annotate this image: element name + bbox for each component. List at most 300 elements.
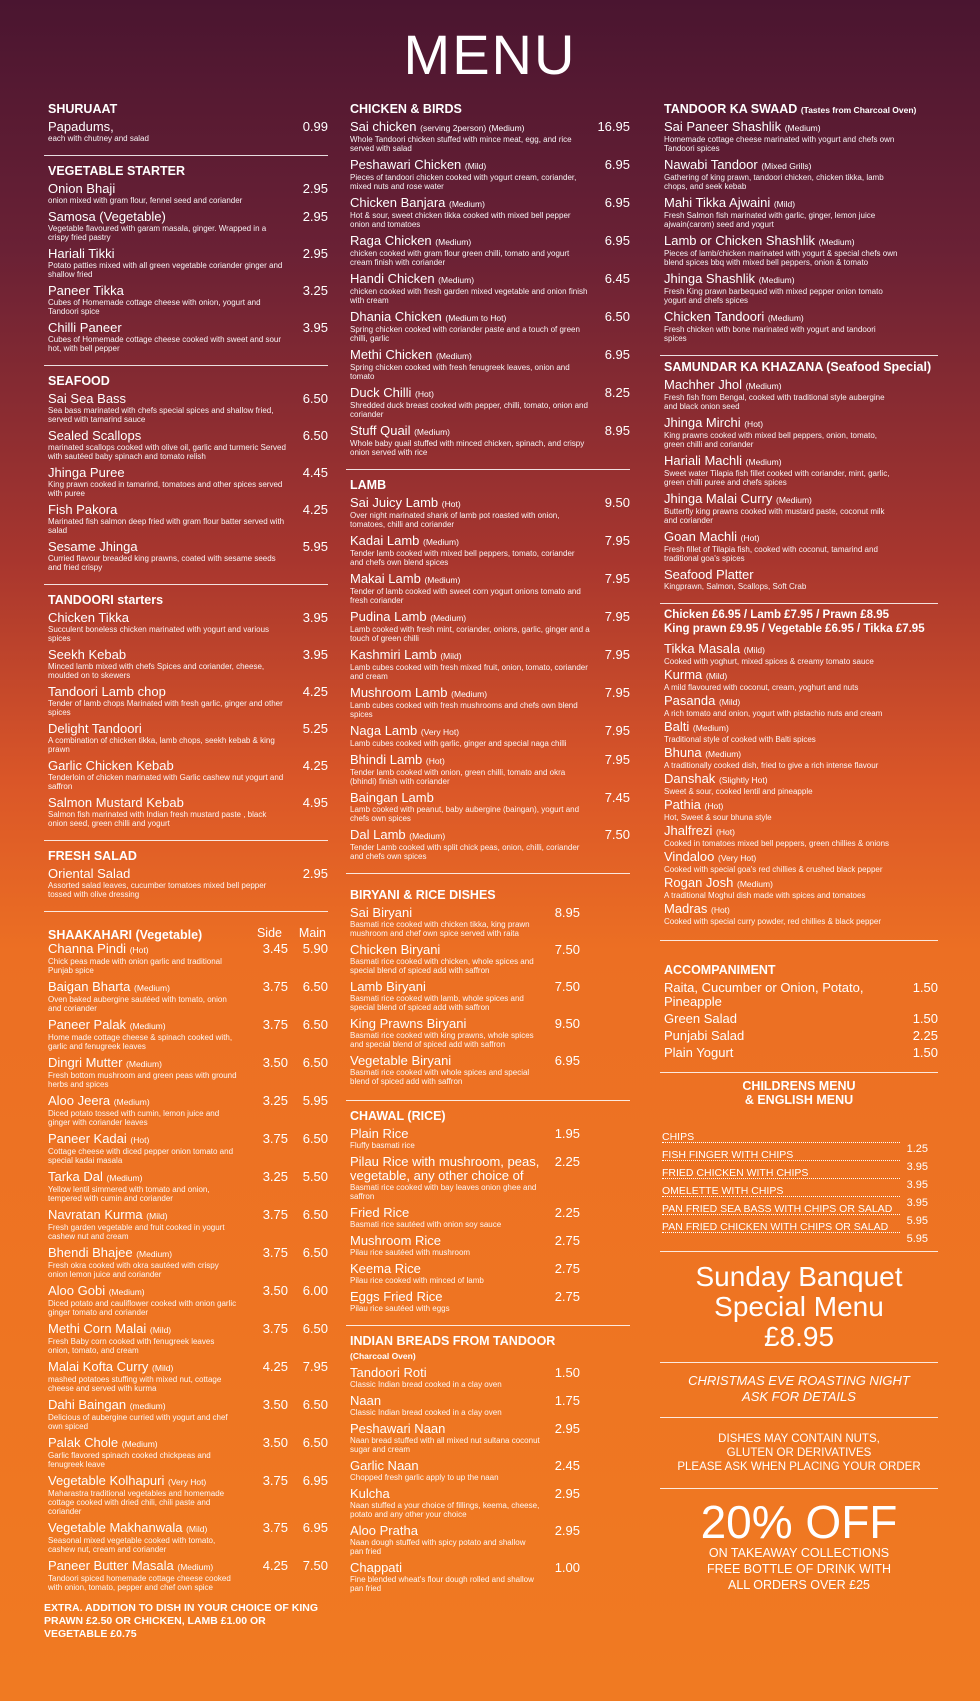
curry-item (660, 668, 938, 692)
page-title: MENU (403, 23, 577, 86)
item-name: Punjabi Salad (664, 1028, 745, 1043)
item-price: 6.45 (604, 271, 630, 286)
item-desc: Home made cottage cheese & spinach cooked with, garlic and fenugreek leaves (48, 1033, 233, 1051)
item-desc: Diced potato and cauliflower cooked with onion garlic ginger tomato and coriander (48, 1299, 237, 1317)
curry-prices (664, 608, 938, 636)
item-name (48, 1398, 238, 1413)
item-price: 4.25 (302, 758, 328, 773)
item-desc: Tender of lamb chops Marinated with fresh garlic, ginger and other spices (48, 699, 283, 717)
column-left (44, 100, 328, 1653)
spice-tag: (Mild) (146, 1211, 168, 1221)
item-name-text: Sai Sea Bass (48, 391, 127, 406)
xmas-line1: CHRISTMAS EVE ROASTING NIGHT (688, 1373, 910, 1388)
section-breads (346, 1334, 630, 1593)
item-price: 3.95 (906, 1161, 928, 1173)
spice-tag: (Mild) (440, 651, 462, 661)
spice-tag: (Mild) (743, 645, 765, 655)
item-desc: Pilau rice sautéed with mushroom (350, 1248, 471, 1257)
curry-prices-line2: King prawn £9.95 / Vegetable £6.95 / Tikka £7.95 (664, 623, 925, 635)
item-name-text: Chilli Paneer (48, 320, 122, 335)
menu-item (44, 1521, 328, 1554)
menu-item (44, 182, 328, 205)
main-price: 6.50 (302, 1321, 328, 1336)
side-price: 3.75 (262, 1245, 288, 1260)
item-name-text: Mushroom Rice (350, 1233, 442, 1248)
item-price: 6.50 (302, 391, 328, 406)
item-name: CHIPS (662, 1131, 900, 1143)
item-desc: Traditional style of cooked with Balti spices (664, 735, 816, 744)
item-name-text: Tarka Dal (48, 1169, 103, 1184)
menu-item (44, 1436, 328, 1469)
offer-line1: ON TAKEAWAY COLLECTIONS (708, 1546, 890, 1560)
item-price: 16.95 (597, 119, 630, 134)
item-desc: Hot, Sweet & sour bhuna style (664, 813, 772, 822)
item-desc: King prawns cooked with mixed bell peppers, onion, tomato, green chilli and coriander (664, 431, 878, 449)
spice-tag: (Medium) (129, 1021, 166, 1031)
menu-item (346, 1054, 580, 1086)
menu-item (346, 1366, 580, 1389)
item-name-text: Samosa (Vegetable) (48, 209, 166, 224)
item-desc: Lamb cooked with fresh mint, coriander, onions, garlic, ginger and a touch of green chilli (350, 625, 590, 643)
item-name-text: Duck Chilli (350, 385, 412, 400)
main-price: 5.90 (302, 941, 328, 956)
section-kids (660, 1079, 938, 1245)
item-name-text: Danshak (664, 771, 716, 786)
item-name-text: Hariali Machli (664, 453, 743, 468)
item-name-text: Chicken Biryani (350, 942, 441, 957)
item-desc: Gathering of king prawn, tandoori chicken, chicken tikka, lamb chops, and seek kebab (664, 173, 884, 191)
item-desc: Marinated fish salmon deep fried with gram flour batter served with salad (48, 517, 285, 535)
item-name (48, 284, 288, 298)
item-price: 2.45 (554, 1458, 580, 1473)
spice-tag: (Medium) (409, 831, 446, 841)
menu-item (346, 648, 630, 681)
section-samundar (660, 360, 938, 591)
section-heading: BIRYANI & RICE DISHES (350, 888, 496, 902)
nuts-line3: PLEASE ASK WHEN PLACING YOUR ORDER (677, 1461, 921, 1473)
item-name-text: Oriental Salad (48, 866, 131, 881)
item-name-text: Peshawari Naan (350, 1421, 446, 1436)
item-name-text: Dahi Baingan (48, 1397, 127, 1412)
spice-tag: (Medium) (121, 1439, 158, 1449)
curry-item (660, 824, 938, 848)
spice-tag: (Slightly Hot) (718, 775, 768, 785)
item-name (48, 1559, 238, 1574)
item-desc: Spring chicken cooked with fresh fenugreek leaves, onion and tomato (350, 363, 570, 381)
accompaniment-item (660, 981, 938, 1009)
curry-item (660, 902, 938, 926)
side-label: Side (256, 926, 282, 940)
item-name-text: Sesame Jhinga (48, 539, 138, 554)
item-name-text: Hariali Tikki (48, 246, 115, 261)
menu-item (346, 1459, 580, 1482)
menu-item (44, 867, 328, 899)
item-name (664, 234, 898, 249)
item-desc: Cottage cheese with diced pepper onion tomato and special kadai masala (48, 1147, 234, 1165)
item-desc: Fresh bottom mushroom and green peas with ground herbs and spices (48, 1071, 237, 1089)
item-name-text: Palak Chole (48, 1435, 119, 1450)
main-price: 6.50 (302, 1207, 328, 1222)
sunday-line1: Sunday Banquet (695, 1261, 903, 1292)
item-desc: Fresh Baby corn cooked with fenugreek leaves onion, tomato, and cream (48, 1337, 215, 1355)
menu-item (346, 1017, 580, 1049)
item-desc: Vegetable flavoured with garam masala, ginger. Wrapped in a crispy fried pastry (48, 224, 267, 242)
item-name (48, 392, 288, 406)
item-desc: Tenderloin of chicken marinated with Garlic cashew nut yogurt and saffron (48, 773, 284, 791)
item-name-text: Garlic Chicken Kebab (48, 758, 174, 773)
menu-item (44, 1170, 328, 1203)
item-name-text: Sai Juicy Lamb (350, 495, 439, 510)
item-desc: Sweet & sour, cooked lentil and pineapple (664, 787, 813, 796)
menu-item (44, 1056, 328, 1089)
item-price: 1.00 (554, 1560, 580, 1575)
menu-item (44, 284, 328, 316)
spice-tag: (Medium) (449, 199, 485, 209)
menu-item (44, 722, 328, 754)
item-desc: Classic Indian bread cooked in a clay oven (350, 1408, 502, 1417)
menu-item (346, 496, 630, 529)
item-name (350, 791, 590, 805)
menu-item (44, 1322, 328, 1355)
side-price: 3.25 (262, 1093, 288, 1108)
item-desc: Pieces of tandoori chicken cooked with yogurt cream, coriander, mixed nuts and rose water (350, 173, 577, 191)
item-desc: Potato patties mixed with all green vegetable coriander ginger and shallow fried (48, 261, 283, 279)
item-desc: Basmati rice cooked with whole spices and special blend of spiced add with saffron (350, 1068, 530, 1086)
item-desc: Hot & sour, sweet chicken tikka cooked with mixed bell pepper onion and tomatoes (350, 211, 571, 229)
menu-item (346, 386, 630, 419)
item-name (350, 686, 590, 701)
item-desc: mashed potatoes stuffing with mixed nut, cottage cheese and served with kurma (48, 1375, 222, 1393)
item-price: 5.95 (906, 1215, 928, 1227)
menu-item (346, 791, 630, 823)
item-name (664, 416, 898, 431)
menu-item (660, 158, 938, 191)
menu-item (44, 1132, 328, 1165)
spice-tag: (Mixed Grills) (761, 161, 812, 171)
menu-item (346, 1394, 580, 1417)
item-desc: Cooked with yoghurt, mixed spices & creamy tomato sauce (664, 657, 874, 666)
item-price: 6.95 (604, 233, 630, 248)
menu-item (346, 1487, 580, 1519)
extra-note: EXTRA. ADDITION TO DISH IN YOUR CHOICE OF KING PRAWN £2.50 OR CHICKEN, LAMB £1.00 OR VEGETABLE £0.75 (44, 1602, 318, 1640)
item-desc: Pilau rice cooked with minced of lamb (350, 1276, 484, 1285)
item-price: 4.25 (302, 502, 328, 517)
item-desc: A traditionally cooked dish, fried to give a rich intense flavour (664, 761, 879, 770)
spice-tag: (Very Hot) (420, 727, 460, 737)
item-name (664, 902, 898, 917)
menu-item (44, 759, 328, 791)
item-price: 8.25 (604, 385, 630, 400)
nuts-line1: DISHES MAY CONTAIN NUTS, (718, 1433, 880, 1445)
spice-tag: (Medium) (113, 1097, 150, 1107)
item-name-text: Bhendi Bhajee (48, 1245, 133, 1260)
item-name-text: Papadums, (48, 119, 114, 134)
section-lamb (346, 478, 630, 861)
side-price: 3.50 (262, 1055, 288, 1070)
item-desc: A rich tomato and onion, yogurt with pistachio nuts and cream (664, 709, 883, 718)
item-price: 2.75 (554, 1261, 580, 1276)
item-name-text: Seekh Kebab (48, 647, 127, 662)
item-name (48, 1322, 238, 1337)
item-name-text: Pasanda (664, 693, 716, 708)
section-heading: FRESH SALAD (48, 849, 137, 863)
menu-item (346, 310, 630, 343)
spice-tag: (Mild) (464, 161, 487, 171)
item-price: 7.50 (554, 979, 580, 994)
item-name (48, 1284, 238, 1299)
offer-big: 20% OFF (700, 1496, 898, 1548)
item-name-text: Tikka Masala (664, 641, 741, 656)
xmas-line2: ASK FOR DETAILS (742, 1389, 856, 1404)
item-name-text: Plain Rice (350, 1126, 409, 1141)
item-name-text: Mahi Tikka Ajwaini (664, 195, 771, 210)
item-name (48, 867, 288, 881)
main-price: 6.50 (302, 979, 328, 994)
menu-item (660, 120, 938, 153)
menu-item (44, 120, 328, 143)
menu-item (44, 648, 328, 680)
item-price: 7.95 (604, 723, 630, 738)
item-name (350, 120, 590, 135)
item-price: 1.25 (906, 1143, 928, 1155)
spice-tag: (Medium) (106, 1173, 143, 1183)
item-desc: Cooked in tomatoes mixed bell peppers, green chillies & onions (664, 839, 890, 848)
menu-item (346, 1422, 580, 1454)
menu-item (44, 1208, 328, 1241)
main-price: 6.50 (302, 1245, 328, 1260)
item-name (48, 648, 288, 662)
section-subheading: (Charcoal Oven) (350, 1351, 416, 1361)
item-name-text: Paneer Tikka (48, 283, 124, 298)
item-name-text: Baingan Lamb (350, 790, 434, 805)
item-name (664, 746, 898, 761)
menu-item (660, 492, 938, 525)
item-price: 2.95 (554, 1523, 580, 1538)
menu-item (346, 980, 580, 1012)
item-name (664, 196, 898, 211)
spice-tag: (Medium) (758, 275, 795, 285)
item-name-text: Madras (664, 901, 708, 916)
item-name-text: Bhindi Lamb (350, 752, 423, 767)
item-name (48, 540, 288, 554)
item-name (664, 120, 898, 135)
item-name-text: Dhania Chicken (350, 309, 442, 324)
main-price: 6.95 (302, 1473, 328, 1488)
spice-tag: (Medium) (126, 1059, 162, 1069)
item-name (48, 1246, 238, 1261)
side-price: 4.25 (262, 1359, 288, 1374)
menu-item (44, 466, 328, 498)
accompaniment-item (660, 1012, 938, 1026)
shaakahari-header (44, 926, 328, 942)
item-desc: Basmati rice cooked with king prawns, whole spices and special blend of spiced add with saffron (350, 1031, 534, 1049)
menu-item (44, 942, 328, 975)
item-price: 9.50 (554, 1016, 580, 1031)
item-name-text: Paneer Kadai (48, 1131, 127, 1146)
item-name (48, 980, 238, 995)
item-price: 4.95 (302, 795, 328, 810)
item-name-text: Dal Lamb (350, 827, 406, 842)
menu-item (44, 1559, 328, 1592)
item-price: 1.50 (912, 1045, 938, 1060)
item-price: 7.95 (604, 571, 630, 586)
item-name (350, 1017, 540, 1031)
item-desc: Fresh garden vegetable and fruit cooked in yogurt cashew nut and cream (48, 1223, 225, 1241)
spice-tag: (Very Hot) (718, 853, 757, 863)
item-desc: chicken cooked with gram flour green chilli, tomato and yogurt cream finish with coriander (350, 249, 570, 267)
item-name-text: Baigan Bharta (48, 979, 131, 994)
item-desc: Butterfly king prawns cooked with mustard paste, coconut milk and coriander (664, 507, 885, 525)
menu-item (660, 378, 938, 411)
item-desc: Sea bass marinated with chefs special spices and shallow fried, served with tamarind sauce (48, 406, 274, 424)
item-name-text: Jhinga Puree (48, 465, 125, 480)
item-desc: Chopped fresh garlic apply to up the naan (350, 1473, 499, 1482)
item-desc: Garlic flavored spinach cooked chickpeas and fenugreek leave (48, 1451, 211, 1469)
menu-item (44, 980, 328, 1013)
item-desc: Basmati rice cooked with chicken, whole spices and special blend of spiced add with saffron (350, 957, 534, 975)
section-heading: TANDOORI starters (48, 593, 164, 607)
item-name (350, 1206, 540, 1220)
item-name (664, 824, 898, 839)
item-price: 1.50 (554, 1365, 580, 1380)
item-price: 5.25 (302, 721, 328, 736)
item-price: 3.95 (906, 1197, 928, 1209)
item-name-text: Malai Kofta Curry (48, 1359, 149, 1374)
spice-tag: (Mild) (718, 697, 741, 707)
item-price: 7.95 (604, 752, 630, 767)
side-price: 4.25 (262, 1558, 288, 1573)
item-name (350, 496, 590, 511)
item-desc: onion mixed with gram flour, fennel seed and coriander (48, 196, 243, 205)
menu-item (44, 429, 328, 461)
item-desc: Tender lamb cooked with mixed bell peppers, tomato, coriander and chefs own blend spices (350, 549, 575, 567)
item-name-text: Kulcha (350, 1486, 390, 1501)
item-desc: Fresh fillet of Tilapia fish, cooked with coconut, tamarind and traditional goa's spices (664, 545, 878, 563)
item-desc: Basmati rice cooked with lamb, whole spices and special blend of spiced add with saffron (350, 994, 524, 1012)
item-name-text: Lamb Biryani (350, 979, 426, 994)
spice-tag: (Hot) (704, 801, 724, 811)
item-name-text: Vegetable Biryani (350, 1053, 452, 1068)
menu-item (660, 568, 938, 591)
spice-tag: (Hot) (740, 533, 760, 543)
item-price: 4.25 (302, 684, 328, 699)
item-name: PAN FRIED CHICKEN WITH CHIPS OR SALAD (662, 1221, 900, 1233)
menu-item (346, 1561, 580, 1593)
menu-item (346, 1234, 580, 1257)
item-name (350, 1524, 540, 1538)
side-price: 3.75 (262, 1207, 288, 1222)
item-name (350, 272, 590, 287)
main-price: 5.95 (302, 1093, 328, 1108)
side-price: 3.75 (262, 1520, 288, 1535)
item-name-text: Jhinga Mirchi (664, 415, 741, 430)
item-name-text: Salmon Mustard Kebab (48, 795, 184, 810)
menu-item (44, 392, 328, 424)
item-desc: Cubes of Homemade cottage cheese with onion, yogurt and Tandoori spice (48, 298, 261, 316)
item-name (350, 386, 590, 401)
item-desc: Delicious of aubergine curried with yogurt and chef own spiced (48, 1413, 228, 1431)
curry-prices-line1: Chicken £6.95 / Lamb £7.95 / Prawn £8.95 (664, 609, 890, 621)
item-name (664, 876, 898, 891)
section-heading: ACCOMPANIMENT (664, 963, 776, 977)
section-shuruaat (44, 102, 328, 143)
item-name-text: Goan Machli (664, 529, 737, 544)
menu-item (44, 685, 328, 717)
item-price: 1.50 (912, 1011, 938, 1026)
section-heading (350, 1334, 580, 1362)
item-desc: each with chutney and salad (48, 134, 149, 143)
main-label: Main (298, 926, 326, 940)
item-name (664, 158, 898, 173)
item-name-text: Balti (664, 719, 690, 734)
item-name (48, 1132, 238, 1147)
item-name-text: Lamb or Chicken Shashlik (664, 233, 816, 248)
item-name (350, 980, 540, 994)
item-name (350, 310, 590, 325)
item-desc: Salmon fish marinated with Indian fresh mustard paste , black onion seed, green chilli and yogurt (48, 810, 267, 828)
item-name (350, 1422, 540, 1436)
item-desc: marinated scallops cooked with olive oil, garlic and turmeric Served with sautéed baby spinach and tomato relish (48, 443, 286, 461)
spice-tag: (Medium) (435, 237, 472, 247)
menu-item (346, 1524, 580, 1556)
menu-item (44, 1094, 328, 1127)
menu-item (346, 234, 630, 267)
item-name-text: Keema Rice (350, 1261, 421, 1276)
menu-item (346, 724, 630, 748)
spice-tag: (Medium) (705, 749, 742, 759)
item-name-text: Paneer Butter Masala (48, 1558, 174, 1573)
spice-tag: (Hot) (744, 419, 764, 429)
item-name-text: Tandoori Roti (350, 1365, 427, 1380)
item-name: OMELETTE WITH CHIPS (662, 1185, 900, 1197)
item-name (48, 611, 288, 625)
item-name-text: Sealed Scallops (48, 428, 142, 443)
item-name (48, 1436, 238, 1451)
item-desc: Basmati rice sautéed with onion soy sauce (350, 1220, 502, 1229)
item-name-text: Bhuna (664, 745, 702, 760)
item-desc: Seasonal mixed vegetable cooked with tomato, cashew nut, cream and coriander (48, 1536, 216, 1554)
accompaniment-item (660, 1029, 938, 1043)
item-price: 5.95 (302, 539, 328, 554)
menu-item (346, 1262, 580, 1285)
item-name (350, 1394, 540, 1408)
side-price: 3.50 (262, 1435, 288, 1450)
item-name (664, 850, 898, 865)
item-price: 2.75 (554, 1289, 580, 1304)
spice-tag: (Hot) (710, 905, 730, 915)
section-seafood (44, 374, 328, 572)
item-name-text: Makai Lamb (350, 571, 421, 586)
item-name-text: Aloo Pratha (350, 1523, 418, 1538)
item-price: 2.25 (554, 1154, 580, 1169)
item-price: 7.95 (604, 609, 630, 624)
section-curries (660, 642, 938, 926)
menu-item (44, 1018, 328, 1051)
item-desc: Maharastra traditional vegetables and homemade cottage cooked with dried chili, chili paste and coriander (48, 1489, 225, 1516)
item-name-text: Tandoori Lamb chop (48, 684, 166, 699)
item-name (350, 424, 590, 439)
item-price: 3.95 (302, 320, 328, 335)
item-desc: Pieces of lamb/chicken marinated with yogurt & special chefs own blend spices bbq with mixed bell peppers, onion & tomato (664, 249, 898, 267)
item-name (350, 1366, 540, 1380)
item-name-text: Sai Paneer Shashlik (664, 119, 782, 134)
section-fresh-salad (44, 849, 328, 899)
item-name: Green Salad (664, 1011, 737, 1026)
nuts-line2: GLUTEN OR DERIVATIVES (726, 1447, 872, 1459)
item-name (664, 492, 898, 507)
spice-tag: (Very Hot) (168, 1477, 207, 1487)
curry-item (660, 772, 938, 796)
